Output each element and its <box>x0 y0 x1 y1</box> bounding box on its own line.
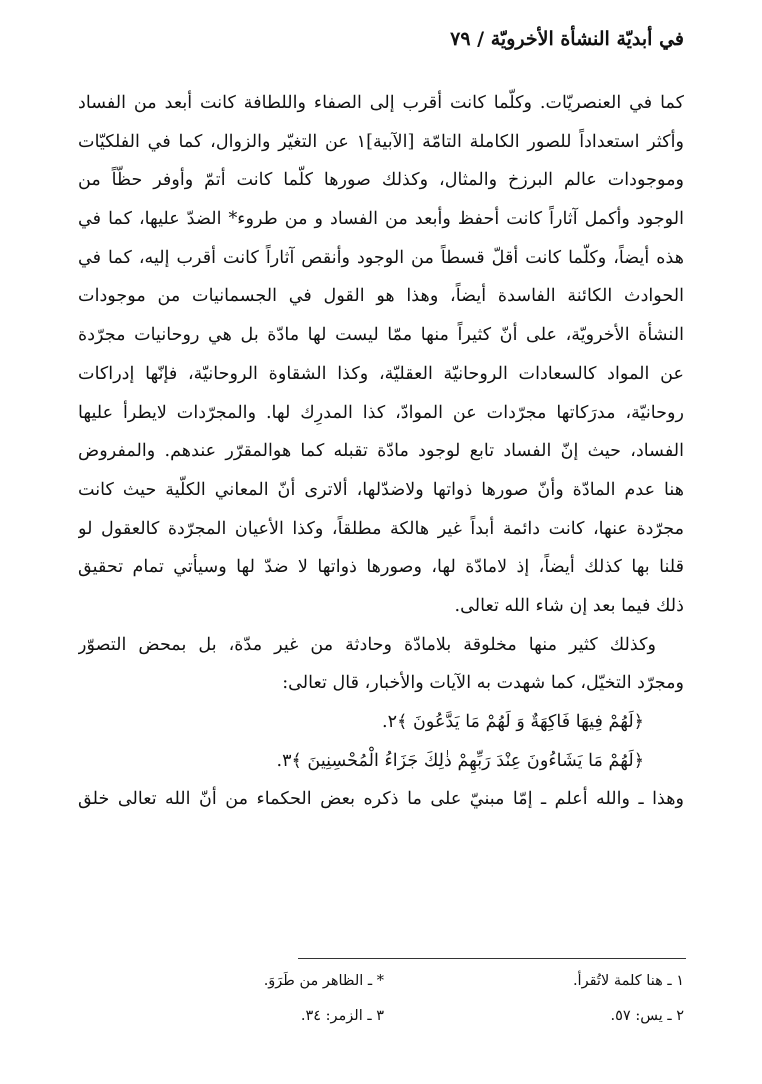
footnote-2: ٢ ـ يس: ٥٧. <box>610 1008 684 1024</box>
text-line: وأكثر استعداداً للصور الكاملة التامّة [الآبية]١ عن التغيّر والزوال، كما في الفلكيّات <box>78 131 684 152</box>
text-line: هنا عدم المادّة وأنّ صورها ذواتها ولاضدّلها، ألاترى أنّ المعاني الكلّية حيث كانت <box>78 479 684 500</box>
text-line: ومجرّد التخيّل، كما شهدت به الآيات والأخبار، قال تعالى: <box>282 673 684 694</box>
running-header <box>78 28 684 62</box>
text-line: مجرّدة عنها، كانت دائمة أبداً غير هالكة مطلقاً، وكذا الأعيان المجرّدة كالعقول لو <box>78 518 684 539</box>
text-line: الحوادث الكائنة الفاسدة أيضاً، وهذا هو القول في الجسمانيات من موجودات <box>78 286 684 307</box>
text-line: ذلك فيما بعد إن شاء الله تعالى. <box>454 595 684 616</box>
text-line: وهذا ـ والله أعلم ـ إمّا مبنيّ على ما ذكره بعض الحكماء من أنّ الله تعالى خلق <box>78 789 684 810</box>
text-line: وموجودات عالم البرزخ والمثال، وكذلك صورها كلّما كانت أتمّ وأوفر حظّاً من <box>78 170 684 191</box>
footnote-row <box>78 1008 684 1034</box>
text-line: النشأة الأخرويّة، على أنّ كثيراً منها ممّا ليست لها مادّة بل هي روحانيات مجرّدة <box>78 325 684 346</box>
text-line: هذه أيضاً، وكلّما كانت أقلّ قسطاً من الوجود وأنقص آثاراً كانت أقرب إليه، كما في <box>78 247 684 268</box>
text-line: عن المواد كالسعادات الروحانيّة العقليّة، وكذا الشقاوة الروحانيّة، فإنّها إدراكات <box>78 363 684 384</box>
text-line: الوجود وأكمل آثاراً كانت أحفظ وأبعد من الفساد و من طروء* الضدّ عليها، كما في <box>78 209 684 230</box>
body-text <box>78 84 684 819</box>
text-line: وكذلك كثير منها مخلوقة بلامادّة وحادثة من غير مدّة، بل بمحض التصوّر <box>78 634 656 655</box>
header-title: في أبديّة النشأة الأخرويّة / ٧٩ <box>450 28 684 50</box>
text-line: قلنا بها كذلك أيضاً، إذ لامادّة لها، وصورها ذواتها لا ضدّ لها وسيأتي تمام تحقيق <box>78 557 684 578</box>
quran-verse-line: ﴿لَهُمْ مَا يَشَاءُونَ عِنْدَ رَبِّهِمْ ذٰلِكَ جَزَاءُ الْمُحْسِنِينَ ﴾٣. <box>276 750 644 771</box>
text-line: الفساد، حيث إنّ الفساد تابع لوجود مادّة تقبله كما هوالمقرّر عندهم. والمفروض <box>78 441 684 462</box>
footnote-1: ١ ـ هنا كلمة لاتُقرأ. <box>572 973 684 989</box>
quran-verse-line: ﴿لَهُمْ فِيهَا فَاكِهَةٌ وَ لَهُمْ مَا يَدَّعُونَ ﴾٢. <box>382 712 644 732</box>
footnote-star: * ـ الظاهر من طَرَوَ. <box>263 973 384 989</box>
text-line: روحانيّة، مدرَكاتها مجرّدات عن الموادّ، كذا المدرِك لها. والمجرّدات لايطرأ عليها <box>78 402 684 423</box>
footnote-divider <box>298 958 686 959</box>
text-line: كما في العنصريّات. وكلّما كانت أقرب إلى الصفاء واللطافة كانت أبعد من الفساد <box>78 93 684 113</box>
footnote-3: ٣ ـ الزمر: ٣٤. <box>300 1008 384 1024</box>
footnote-row <box>78 973 684 999</box>
